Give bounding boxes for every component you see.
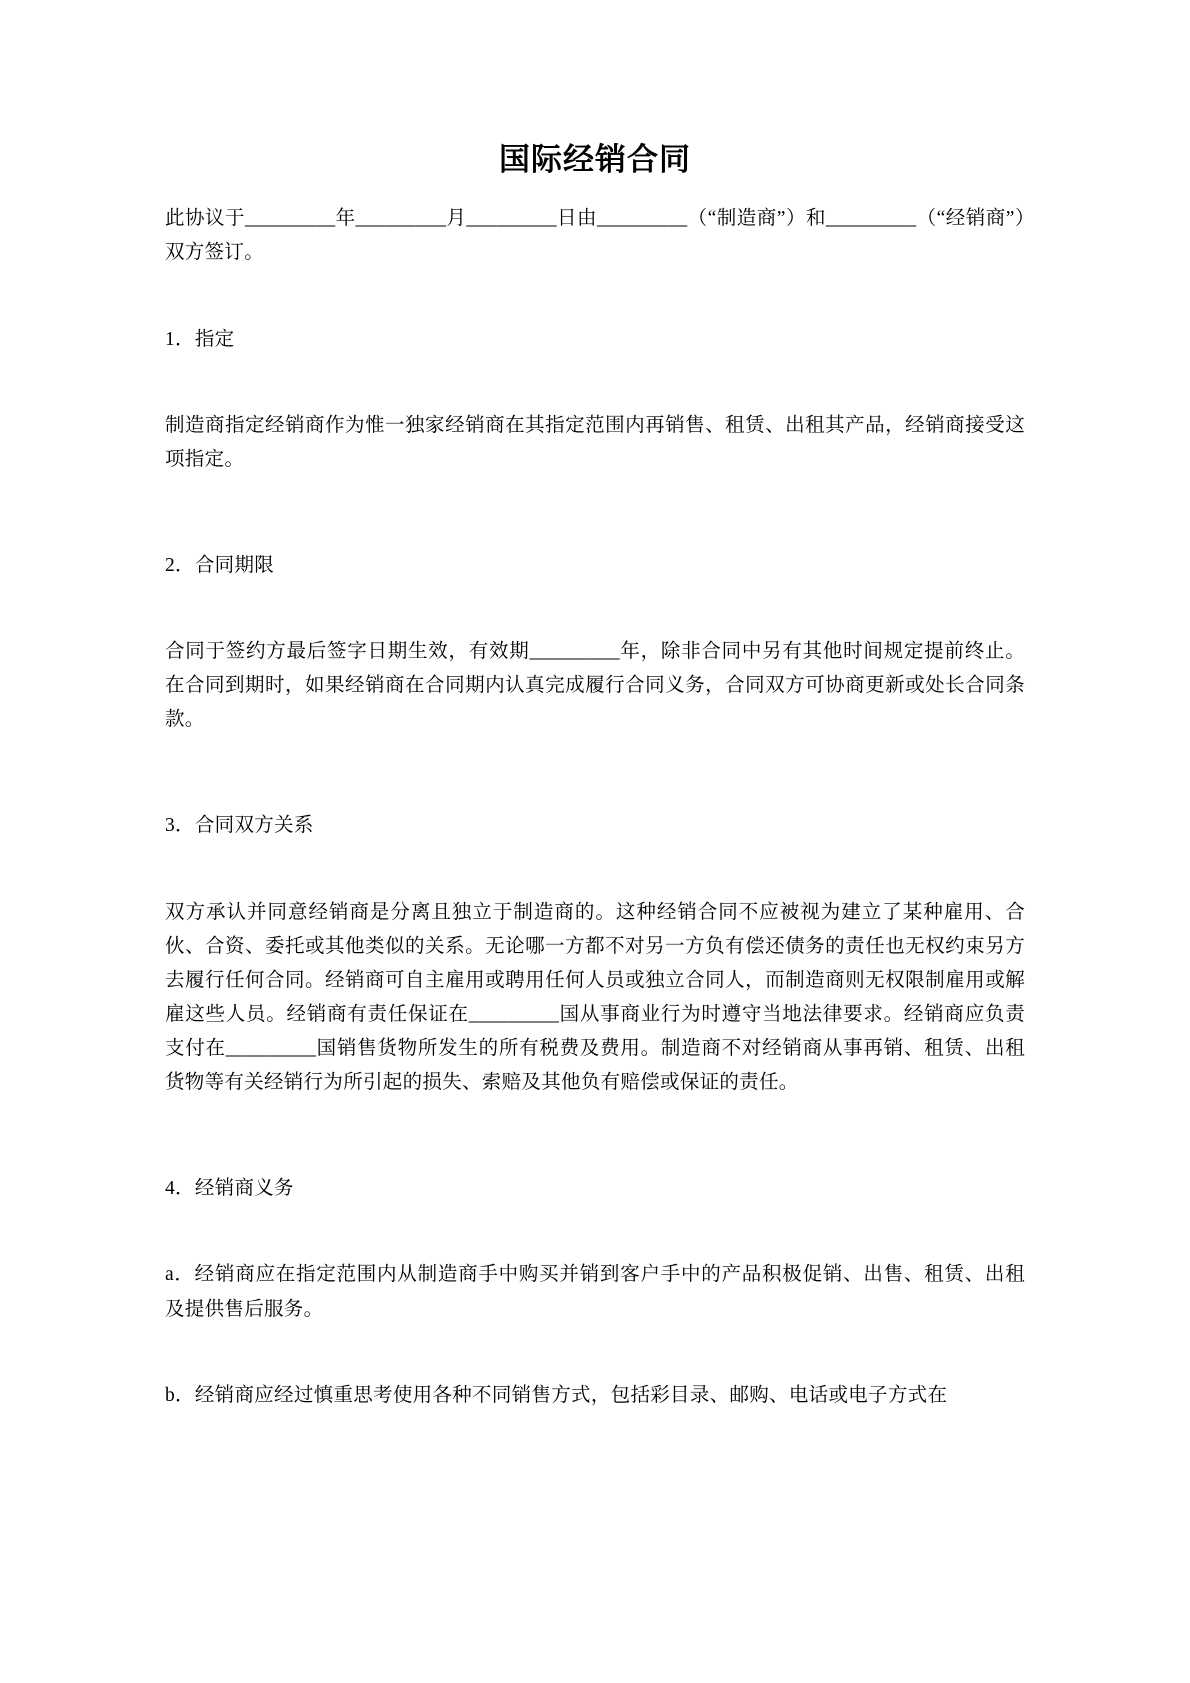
page-title: 国际经销合同 (499, 142, 691, 177)
section-1-heading: 1．指定 (165, 328, 235, 350)
spacer (165, 1327, 1025, 1379)
spacer (165, 844, 1025, 896)
spacer (165, 477, 1025, 549)
section-3-heading: 3．合同双方关系 (165, 815, 314, 837)
section-1-body: 制造商指定经销商作为惟一独家经销商在其指定范围内再销售、租赁、出租其产品，经销商接受这项指定。 (165, 414, 1025, 470)
section-4-heading: 4．经销商义务 (165, 1178, 294, 1200)
spacer (165, 357, 1025, 409)
section-4-item-a: a．经销商应在指定范围内从制造商手中购买并销到客户手中的产品积极促销、出售、租赁、出租及提供售后服务。 (165, 1264, 1025, 1320)
spacer (165, 583, 1025, 635)
preamble-paragraph: 此协议于_________年_________月_________日由_________（“制造商”）和_________（“经销商”）双方签订。 (165, 208, 1025, 264)
section-2-body: 合同于签约方最后签字日期生效，有效期_________年，除非合同中另有其他时间规定提前终止。在合同到期时，如果经销商在合同期内认真完成履行合同义务，合同双方可协商更新或处长合同条款。 (165, 641, 1025, 731)
section-3-body: 双方承认并同意经销商是分离且独立于制造商的。这种经销合同不应被视为建立了某种雇用、合伙、合资、委托或其他类似的关系。无论哪一方都不对另一方负有偿还债务的责任也无权约束另方去履行任何合同。经销商可自主雇用或聘用任何人员或独立合同人，而制造商则无权限制雇用或解雇这些人员。经销商有责任保证在_________国从事商业行为时遵守当地法律要求。经销商应负责支付在_________国销售货物所发生的所有税费及费用。制造商不对经销商从事再销、租赁、出租货物等有关经销行为所引起的损失、索赔及其他负有赔偿或保证的责任。 (165, 901, 1025, 1094)
section-2-heading: 2．合同期限 (165, 554, 275, 576)
spacer (165, 271, 1025, 323)
spacer (165, 1100, 1025, 1172)
spacer (165, 737, 1025, 809)
spacer (165, 1206, 1025, 1258)
section-4-item-b: b．经销商应经过慎重思考使用各种不同销售方式，包括彩目录、邮购、电话或电子方式在 (165, 1384, 948, 1406)
